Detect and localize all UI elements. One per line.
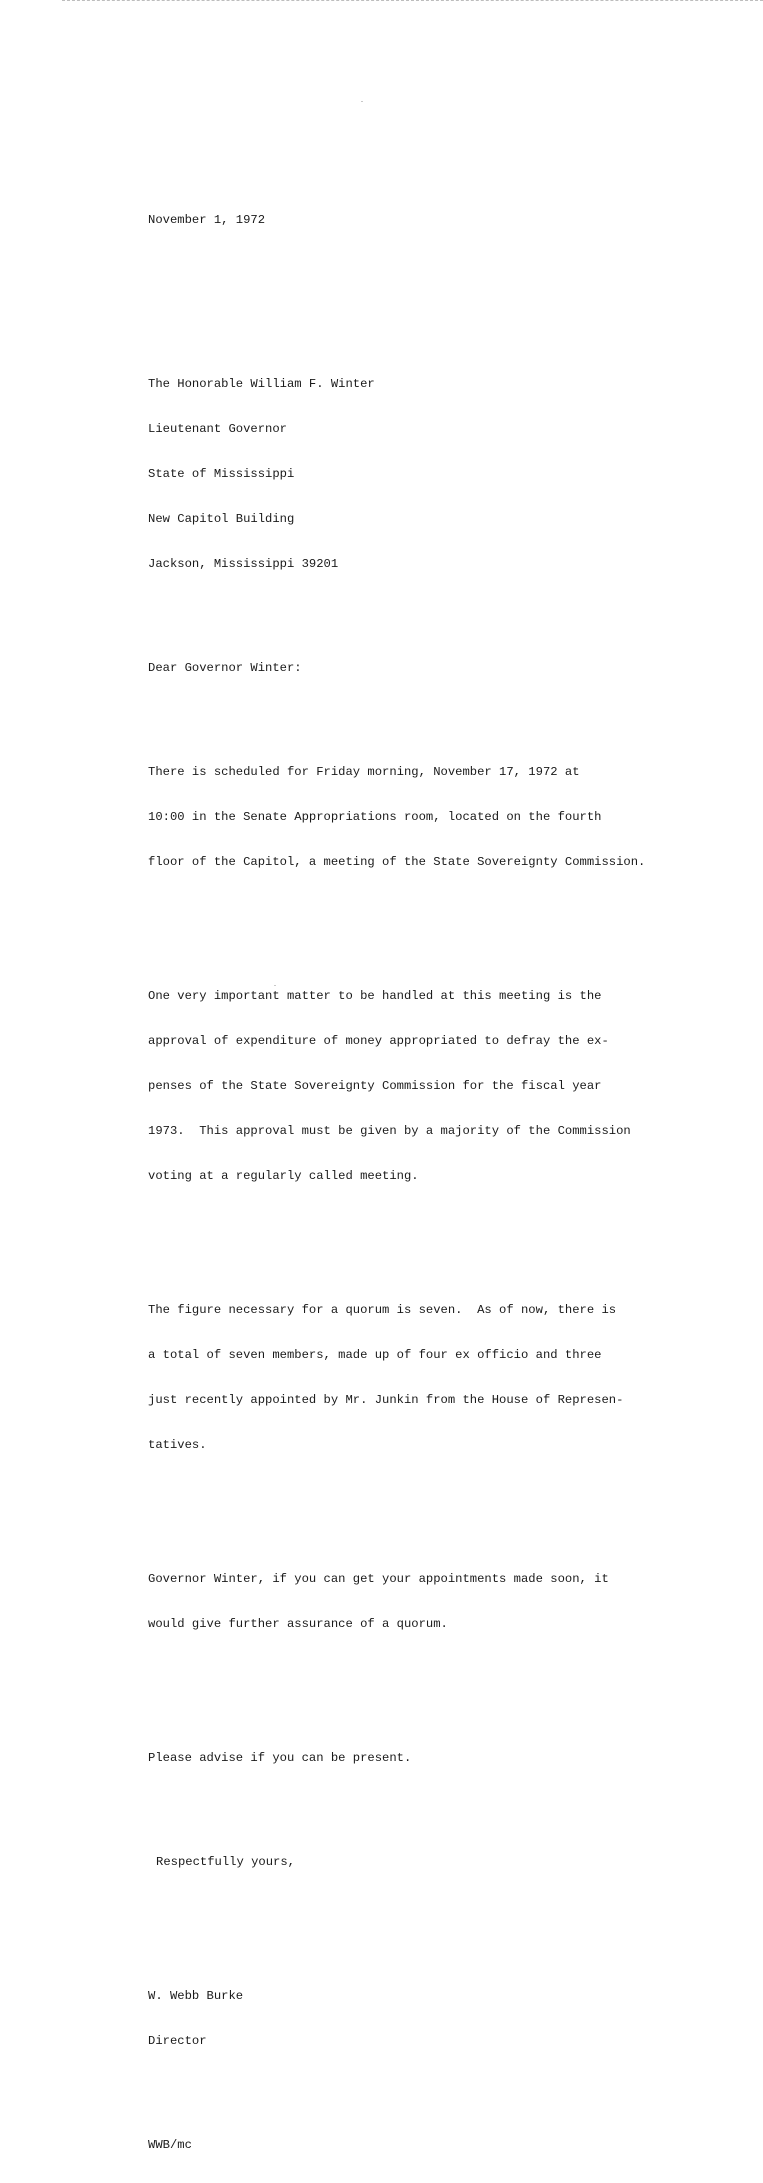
paragraph-line: voting at a regularly called meeting.	[148, 1169, 419, 1183]
scan-speck	[361, 101, 363, 102]
paragraph-line: The figure necessary for a quorum is seven. As of now, there is	[148, 1303, 617, 1317]
paragraph-line: approval of expenditure of money appropriated to defray the ex-	[148, 1034, 609, 1048]
paragraph-line: One very important matter to be handled at this meeting is the	[148, 989, 602, 1003]
paragraph-line: would give further assurance of a quorum.	[148, 1617, 448, 1631]
salutation: Dear Governor Winter:	[148, 661, 302, 675]
reference-initials: WWB/mc	[148, 2138, 192, 2152]
address-line-name: The Honorable William F. Winter	[148, 377, 375, 391]
paragraph-line: tatives.	[148, 1438, 207, 1452]
paragraph-advise	[148, 1721, 748, 1796]
signer-title: Director	[148, 2034, 207, 2048]
address-line-state: State of Mississippi	[148, 467, 295, 481]
paragraph-line: 10:00 in the Senate Appropriations room, located on the fourth	[148, 810, 602, 824]
recipient-address	[148, 347, 748, 602]
paragraph-line: a total of seven members, made up of four ex officio and three	[148, 1348, 602, 1362]
signer-name: W. Webb Burke	[148, 1989, 244, 2003]
address-line-building: New Capitol Building	[148, 512, 295, 526]
paragraph-line: floor of the Capitol, a meeting of the State Sovereignty Commission.	[148, 855, 646, 869]
paragraph-line: Governor Winter, if you can get your appointments made soon, it	[148, 1572, 609, 1586]
address-line-city: Jackson, Mississippi 39201	[148, 557, 339, 571]
paragraph-line: just recently appointed by Mr. Junkin from the House of Represen-	[148, 1393, 624, 1407]
letter-body	[148, 183, 748, 2183]
paragraph-appointments	[148, 1542, 748, 1662]
paragraph-line: penses of the State Sovereignty Commission for the fiscal year	[148, 1079, 602, 1093]
paragraph-line: There is scheduled for Friday morning, November 17, 1972 at	[148, 765, 580, 779]
signature-block	[148, 1959, 748, 2079]
address-line-title: Lieutenant Governor	[148, 422, 287, 436]
paragraph-line: Please advise if you can be present.	[148, 1751, 412, 1765]
paragraph-meeting-schedule	[148, 735, 748, 900]
top-edge-rule	[62, 0, 763, 1]
letter-date: November 1, 1972	[148, 213, 266, 227]
closing: Respectfully yours,	[156, 1855, 295, 1869]
paragraph-line: 1973. This approval must be given by a majority of the Commission	[148, 1124, 631, 1138]
paragraph-expenditure-approval	[148, 959, 748, 1214]
paragraph-quorum	[148, 1273, 748, 1483]
